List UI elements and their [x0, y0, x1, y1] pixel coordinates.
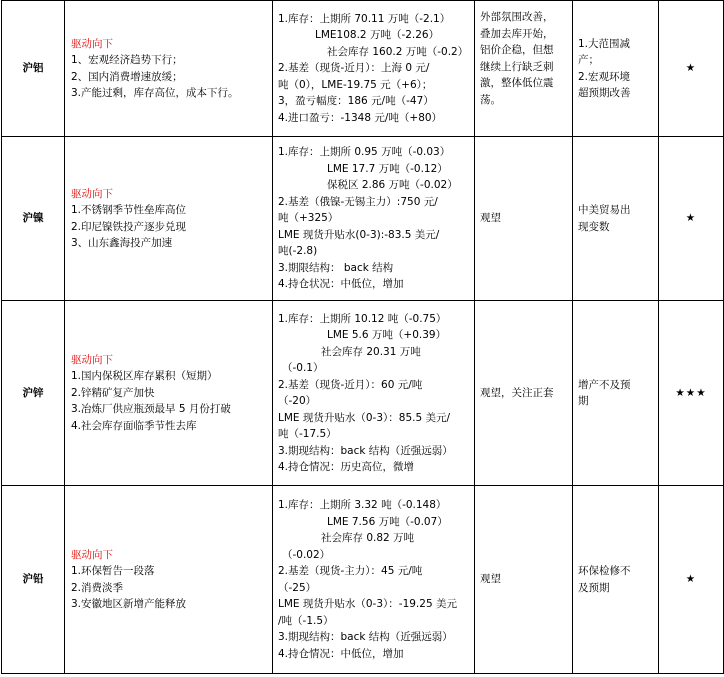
- risk-line: 期: [578, 395, 589, 407]
- driver-head: 驱动向下: [71, 353, 113, 366]
- rating-stars: ★: [659, 486, 724, 674]
- table-row: [2, 486, 724, 674]
- view-line: 外部氛围改善，: [480, 11, 554, 23]
- driver-head: 驱动向下: [71, 187, 113, 200]
- driver-item: 3、山东鑫海投产加速: [71, 237, 173, 249]
- risk-cell: [573, 486, 659, 674]
- data-cell: [273, 301, 475, 486]
- driver-item: 1.不锈钢季节性垒库高位: [71, 204, 187, 216]
- data-line: LME 现货升贴水(0-3):-83.5 美元/: [278, 228, 440, 241]
- driver-item: 2.印尼镍铁投产逐步兑现: [71, 220, 187, 233]
- data-line: （-0.02）: [282, 548, 331, 561]
- risk-line: 及预期: [578, 581, 610, 594]
- data-line: 2.基差（现货-近月）：上海 0 元/: [278, 62, 430, 75]
- table-row: [2, 137, 724, 301]
- rating-stars: ★: [659, 137, 724, 301]
- data-line: 1.库存：上期所 70.11 万吨（-2.1）: [278, 12, 451, 25]
- data-line: 吨（+325）: [278, 212, 339, 225]
- data-line: 社会库存 0.82 万吨: [321, 532, 415, 544]
- view-cell: [475, 486, 573, 674]
- view-line: 观望: [480, 212, 501, 225]
- risk-line: 增产不及预: [578, 378, 631, 391]
- driver-item: 1.环保暂告一段落: [71, 565, 155, 577]
- commodity-name: 沪锌: [2, 301, 65, 486]
- driver-item: 1.国内保税区库存累积（短期）: [71, 370, 218, 383]
- rating-stars: ★★★: [659, 301, 724, 486]
- risk-line: 环保检修不: [578, 565, 631, 577]
- data-line: （-25）: [278, 581, 317, 594]
- risk-cell: [573, 301, 659, 486]
- driver-item: 2、国内消费增速放缓；: [71, 70, 183, 83]
- data-line: 4.持仓情况：历史高位，微增: [278, 461, 415, 473]
- data-line: 4.持仓情况：中低位，增加: [278, 647, 404, 660]
- table-row: [2, 1, 724, 137]
- view-line: 继续上行缺乏刺: [480, 60, 554, 73]
- data-line: 吨(-2.8): [278, 245, 318, 258]
- driver-cell: [65, 486, 273, 674]
- data-line: 3.期现结构：back 结构（近强远弱）: [278, 631, 453, 643]
- data-line: LME 5.6 万吨（+0.39）: [327, 329, 447, 341]
- data-line: 4.进口盈亏：-1348 元/吨（+80）: [278, 111, 443, 124]
- driver-cell: [65, 137, 273, 301]
- view-line: 叠加去库开始，: [480, 27, 554, 40]
- data-line: 1.库存：上期所 0.95 万吨（-0.03）: [278, 146, 451, 159]
- risk-line: 产；: [578, 54, 599, 66]
- data-line: 社会库存 20.31 万吨: [321, 345, 421, 358]
- data-line: 3.期限结构： back 结构: [278, 261, 394, 274]
- risk-cell: [573, 1, 659, 137]
- driver-item: 2.锌精矿复产加快: [71, 386, 155, 399]
- data-cell: [273, 1, 475, 137]
- data-line: 4.持仓状况：中低位，增加: [278, 278, 404, 291]
- data-line: 2.基差（俄镍-无锡主力）:750 元/: [278, 195, 438, 208]
- data-line: LME 17.7 万吨（-0.12）: [327, 162, 448, 175]
- view-line: 激，整体低位震: [480, 77, 554, 89]
- commodity-name: 沪铅: [2, 486, 65, 674]
- view-line: 观望: [480, 573, 501, 586]
- data-line: LME108.2 万吨（-2.26）: [315, 29, 440, 42]
- data-line: 1.库存：上期所 10.12 吨（-0.75）: [278, 312, 447, 325]
- data-line: LME 现货升贴水（0-3）：-19.25 美元: [278, 598, 457, 610]
- driver-head: 驱动向下: [71, 548, 113, 561]
- driver-cell: [65, 1, 273, 137]
- data-line: LME 7.56 万吨（-0.07）: [327, 515, 448, 528]
- risk-line: 2.宏观环境: [578, 70, 631, 83]
- driver-item: 1、宏观经济趋势下行；: [71, 54, 183, 66]
- view-line: 观望，关注正套: [480, 386, 554, 399]
- data-line: 2.基差（现货-主力）：45 元/吨: [278, 565, 423, 577]
- data-line: 2.基差（现货-近月）：60 元/吨: [278, 378, 423, 391]
- risk-line: 现变数: [578, 220, 610, 233]
- risk-line: 中美贸易出: [578, 204, 631, 216]
- risk-line: 1.大范围减: [578, 37, 631, 50]
- data-line: 3.期现结构：back 结构（近强远弱）: [278, 444, 453, 457]
- data-line: 保税区 2.86 万吨（-0.02）: [327, 179, 458, 192]
- view-line: 荡。: [480, 93, 501, 106]
- driver-item: 3.产能过剩，库存高位，成本下行。: [71, 87, 239, 99]
- driver-item: 2.消费淡季: [71, 581, 124, 594]
- commodity-table: [1, 0, 724, 674]
- commodity-name: 沪镍: [2, 137, 65, 301]
- data-line: /吨（-1.5）: [278, 614, 334, 627]
- view-cell: [475, 137, 573, 301]
- driver-item: 3.冶炼厂供应瓶颈最早 5 月份打破: [71, 403, 231, 416]
- risk-line: 超预期改善: [578, 87, 631, 99]
- driver-item: 4.社会库存面临季节性去库: [71, 419, 197, 432]
- data-line: （-20）: [278, 395, 317, 407]
- rating-stars: ★: [659, 1, 724, 137]
- view-cell: [475, 1, 573, 137]
- data-cell: [273, 137, 475, 301]
- driver-cell: [65, 301, 273, 486]
- view-line: 铝价企稳，但想: [480, 44, 554, 56]
- view-cell: [475, 301, 573, 486]
- data-cell: [273, 486, 475, 674]
- data-line: 1.库存：上期所 3.32 吨（-0.148）: [278, 499, 447, 511]
- commodity-name: 沪铝: [2, 1, 65, 137]
- data-line: 吨（-17.5）: [278, 428, 337, 440]
- data-line: 吨（0），LME-19.75 元（+6）；: [278, 78, 433, 91]
- risk-cell: [573, 137, 659, 301]
- table-row: [2, 301, 724, 486]
- data-line: 社会库存 160.2 万吨（-0.2）: [327, 45, 469, 58]
- data-line: LME 现货升贴水（0-3）：85.5 美元/: [278, 411, 451, 424]
- driver-head: 驱动向下: [71, 37, 113, 50]
- driver-item: 3.安徽地区新增产能释放: [71, 598, 187, 610]
- data-line: （-0.1）: [282, 362, 324, 374]
- data-line: 3，盈亏幅度：186 元/吨（-47）: [278, 95, 434, 108]
